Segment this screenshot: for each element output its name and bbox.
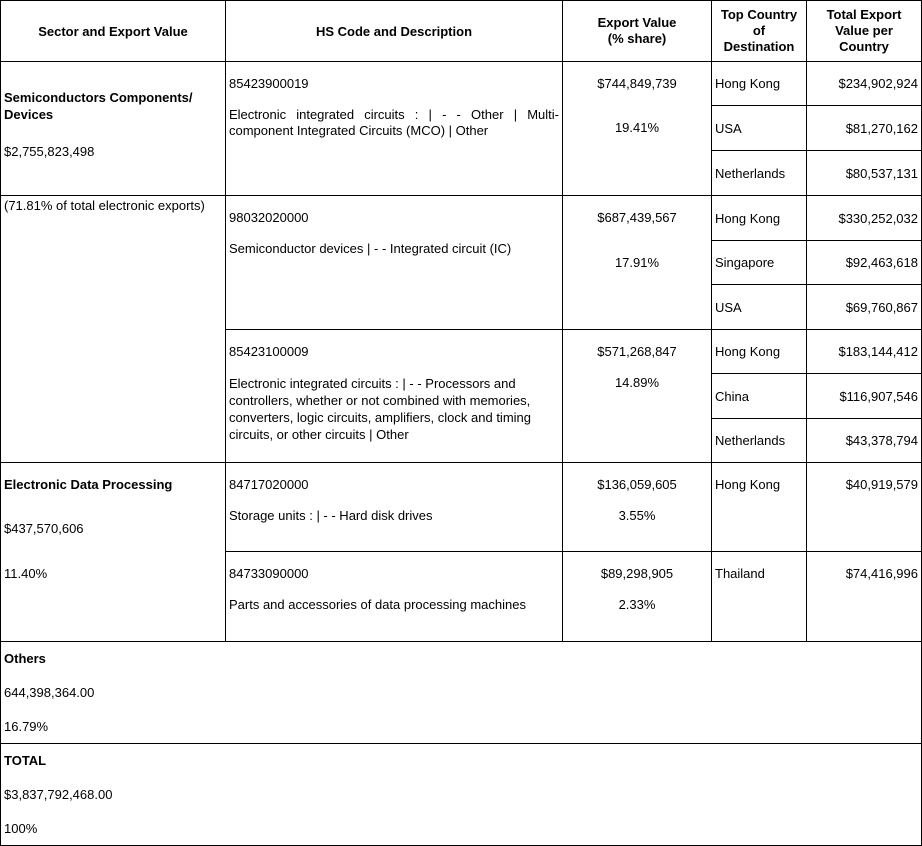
table-row [1,463,922,552]
hs-code: 85423100009 [229,344,309,359]
hs-code: 84733090000 [229,566,309,581]
edp-value: $437,570,606 [4,521,84,536]
export-value: $136,059,605 [597,477,677,492]
country-value-cell [807,552,922,642]
country-cell [712,552,807,642]
hs-description: Electronic integrated circuits : | - - Processors and controllers, whether or not combined with memories, converters, logic circuits, amplifiers, clock and timing circuits, or other circuits | Other [229,376,531,442]
hs-cell [226,330,563,463]
header-row [1,1,922,62]
country-value-cell: $43,378,794 [807,419,922,463]
edp-sector-cell [1,463,226,642]
export-share: 3.55% [618,508,656,523]
total-share: 100% [4,821,38,836]
table-row [1,62,922,106]
country-cell: USA [712,106,807,151]
hs-description: Storage units : | - - Hard disk drives [229,508,433,523]
country-name: Hong Kong [715,477,781,492]
country-cell: China [712,374,807,419]
edp-title: Electronic Data Processing [4,477,173,492]
header-sector: Sector and Export Value [1,1,226,62]
header-hs: HS Code and Description [226,1,563,62]
country-value-cell: $116,907,546 [807,374,922,419]
export-share: 19.41% [614,120,660,135]
country-cell: Singapore [712,241,807,285]
export-share: 14.89% [614,375,660,390]
semis-value: $2,755,823,498 [4,144,95,159]
total-title: TOTAL [4,753,47,768]
edp-share: 11.40% [4,566,48,581]
header-country: Top Country of Destination [712,1,807,62]
hs-cell [226,552,563,642]
country-value: $74,416,996 [845,566,918,581]
export-value: $744,849,739 [597,76,677,91]
country-value-cell [807,463,922,552]
country-cell: Netherlands [712,151,807,196]
total-row [1,744,922,846]
hs-code: 98032020000 [229,210,309,225]
export-value: $89,298,905 [600,566,674,581]
others-row [1,642,922,744]
table-row [1,196,922,241]
export-share: 2.33% [618,597,656,612]
hs-description: Semiconductor devices | - - Integrated circuit (IC) [229,241,512,256]
country-value-cell: $183,144,412 [807,330,922,374]
hs-cell [226,463,563,552]
country-cell: USA [712,285,807,330]
hs-cell [226,196,563,330]
hs-description: Electronic integrated circuits : | - - Other | Multi-component Integrated Circuits (MCO) | Other [229,107,559,138]
semis-share-cell [1,196,226,463]
country-value-cell: $234,902,924 [807,62,922,106]
header-export: Export Value (% share) [563,1,712,62]
export-value-cell [563,463,712,552]
semis-sector-cell [1,62,226,196]
country-value: $40,919,579 [845,477,918,492]
others-title: Others [4,651,46,666]
country-value-cell: $80,537,131 [807,151,922,196]
semis-share-note: (71.81% of total electronic exports) [4,198,205,213]
others-cell [1,642,922,744]
semis-title: Semiconductors Components/ Devices [4,90,193,122]
export-share: 17.91% [614,255,660,270]
country-value-cell: $330,252,032 [807,196,922,241]
hs-description: Parts and accessories of data processing machines [229,597,526,612]
export-value: $687,439,567 [597,210,677,225]
country-cell: Netherlands [712,419,807,463]
country-cell: Hong Kong [712,196,807,241]
country-value-cell: $81,270,162 [807,106,922,151]
export-value-cell [563,196,712,330]
country-name: Thailand [715,566,765,581]
others-value: 644,398,364.00 [4,685,95,700]
export-value-cell [563,552,712,642]
country-value-cell: $69,760,867 [807,285,922,330]
total-cell [1,744,922,846]
country-cell: Hong Kong [712,330,807,374]
export-value-cell [563,330,712,463]
export-value: $571,268,847 [597,344,677,359]
country-cell: Hong Kong [712,62,807,106]
hs-cell [226,62,563,196]
country-value-cell: $92,463,618 [807,241,922,285]
others-share: 16.79% [4,719,49,734]
hs-code: 84717020000 [229,477,309,492]
total-value: $3,837,792,468.00 [4,787,113,802]
country-cell [712,463,807,552]
export-value-cell [563,62,712,196]
header-value: Total Export Value per Country [807,1,922,62]
hs-code: 85423900019 [229,76,309,91]
